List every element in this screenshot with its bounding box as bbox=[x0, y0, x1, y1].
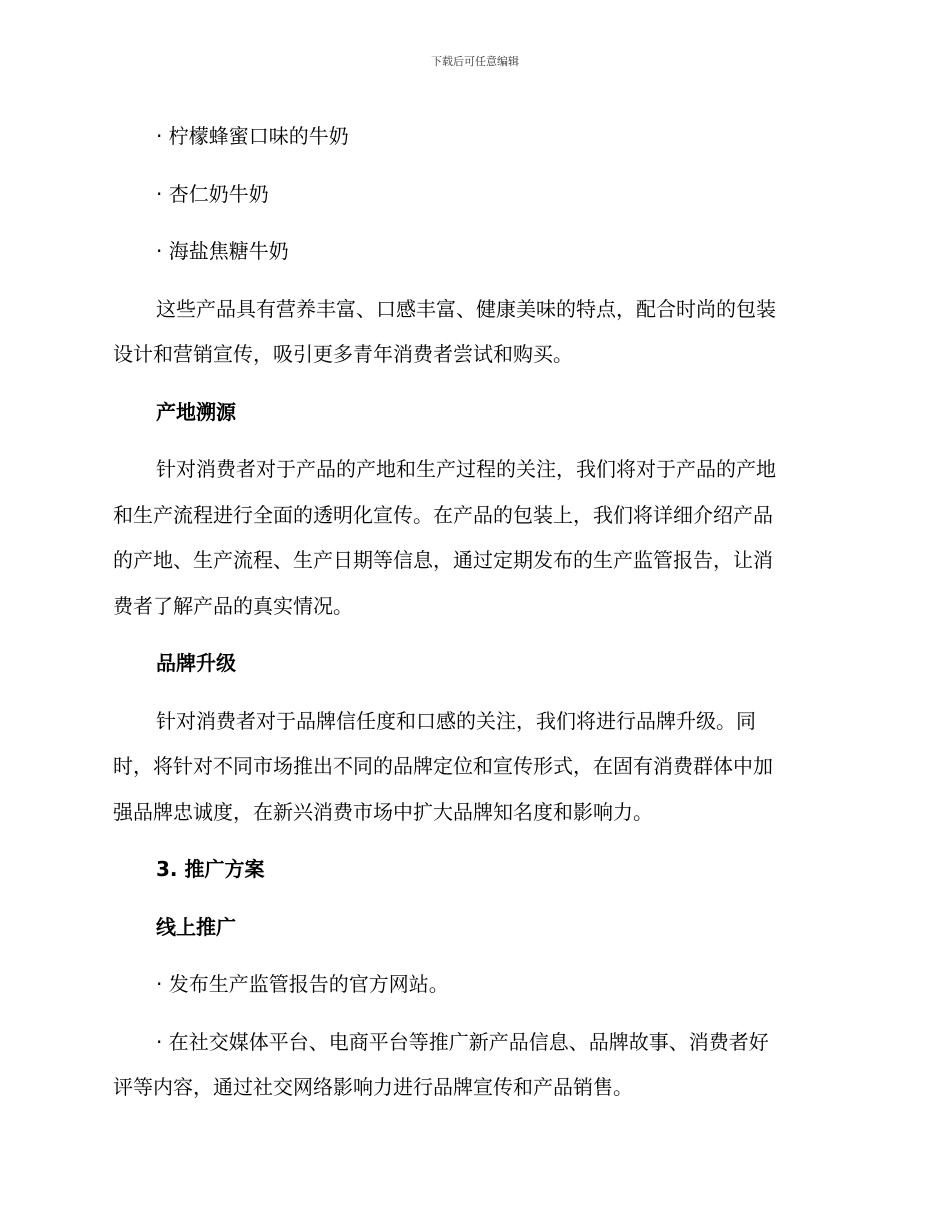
paragraph-line: 和生产流程进行全面的透明化宣传。在产品的包装上，我们将详细介绍产品 bbox=[113, 502, 773, 527]
paragraph-line: 这些产品具有营养丰富、口感丰富、健康美味的特点，配合时尚的包装 bbox=[156, 296, 776, 321]
paragraph-line: 针对消费者对于产品的产地和生产过程的关注，我们将对于产品的产地 bbox=[156, 457, 776, 481]
paragraph-line: 评等内容，通过社交网络影响力进行品牌宣传和产品销售。 bbox=[113, 1075, 633, 1099]
document-body bbox=[113, 114, 833, 1111]
paragraph-line: 针对消费者对于品牌信任度和口感的关注，我们将进行品牌升级。同 bbox=[156, 708, 756, 733]
paragraph-origin bbox=[113, 447, 833, 629]
paragraph-line: 设计和营销宣传，吸引更多青年消费者尝试和购买。 bbox=[113, 342, 573, 366]
page-header: 下载后可任意编辑 bbox=[431, 55, 519, 68]
bullet-item-multiline bbox=[113, 1020, 833, 1111]
section-heading-promo: 3. 推广方案 bbox=[156, 857, 265, 881]
bullet-item: · 杏仁奶牛奶 bbox=[156, 181, 269, 206]
paragraph-line: · 在社交媒体平台、电商平台等推广新产品信息、品牌故事、消费者好 bbox=[156, 1029, 769, 1054]
bullet-item: · 柠檬蜂蜜口味的牛奶 bbox=[156, 124, 349, 148]
bullet-item: · 发布生产监管报告的官方网站。 bbox=[156, 972, 449, 996]
section-heading-online: 线上推广 bbox=[156, 914, 236, 939]
paragraph-line: 强品牌忠诚度，在新兴消费市场中扩大品牌知名度和影响力。 bbox=[113, 799, 653, 824]
paragraph-line: 费者了解产品的真实情况。 bbox=[113, 593, 353, 618]
paragraph-brand bbox=[113, 699, 833, 836]
section-heading-brand: 品牌升级 bbox=[156, 651, 236, 675]
section-heading-origin: 产地溯源 bbox=[156, 399, 236, 424]
paragraph-line: 时，将针对不同市场推出不同的品牌定位和宣传形式，在固有消费群体中加 bbox=[113, 754, 773, 778]
paragraph-products bbox=[113, 287, 833, 378]
paragraph-line: 的产地、生产流程、生产日期等信息，通过定期发布的生产监管报告，让消 bbox=[113, 548, 773, 572]
bullet-item: · 海盐焦糖牛奶 bbox=[156, 239, 289, 263]
